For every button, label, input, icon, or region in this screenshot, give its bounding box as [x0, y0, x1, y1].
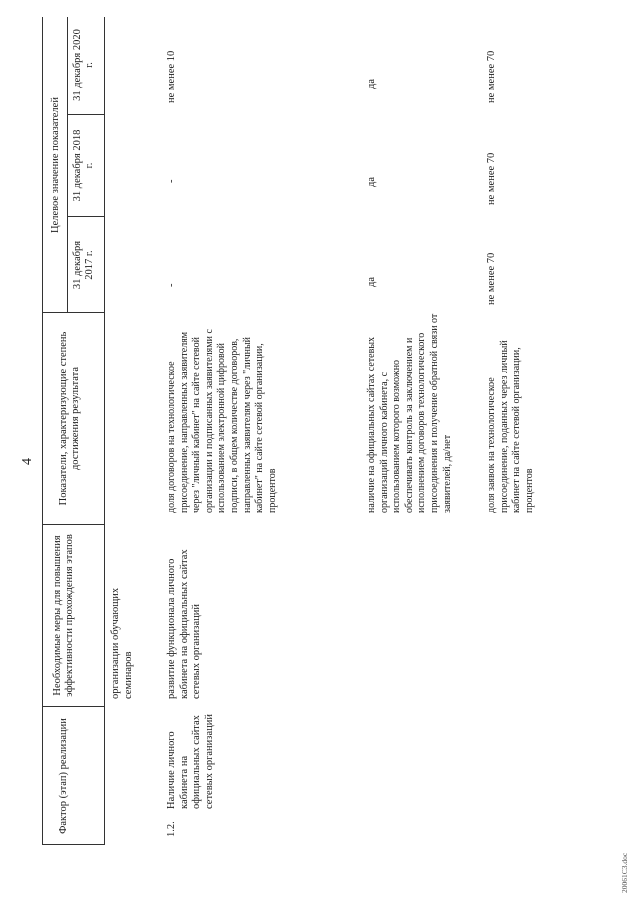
document-footer-code: 20061С3.doc	[620, 852, 629, 893]
page-number: 4	[20, 458, 35, 465]
indicator-2-2017: да	[366, 276, 377, 287]
col-divider-4	[67, 216, 104, 217]
col-divider-3	[42, 312, 104, 313]
indicator-1-2020: не менее 10	[166, 50, 177, 103]
indicator-2-2018: да	[366, 176, 377, 187]
header-date-2017: 31 декабря 2017 г.	[72, 240, 95, 290]
indicator-3-2018: не менее 70	[486, 152, 497, 205]
indicator-2-2020: да	[366, 78, 377, 89]
header-date-2020: 31 декабря 2020 г.	[72, 29, 95, 101]
carryover-measure: организации обучающих семинаров	[110, 587, 134, 699]
row-number: 1.2.	[166, 821, 177, 837]
target-group-underline	[67, 17, 68, 313]
indicator-1-text: доля договоров на технологическое присоединение, направленных заявителям через "личный кабинет" на сайте сетевой организации и подписанных заявителями с использованием электронной цифровой подписи, в общем количестве договоров, направленных заявителям через "личный кабинет" на сайте сетевой организации, процентов	[166, 329, 278, 513]
header-measures: Необходимые меры для повышения эффективности прохождения этапов	[52, 534, 75, 697]
col-divider-2	[42, 524, 104, 525]
header-factor: Фактор (этап) реализации	[58, 718, 69, 834]
col-divider-5	[67, 114, 104, 115]
indicator-3-2020: не менее 70	[486, 50, 497, 103]
indicator-2-text: наличие на официальных сайтах сетевых организаций личного кабинета, с использованием которого возможно обеспечивать контроль за заключением и исполнением договоров технологического присоединения и получение обратной связи от заявителей, да/нет	[366, 313, 453, 513]
indicator-3-text: доля заявок на технологическое присоединение, поданных через личный кабинет на сайте сетевой организации, процентов	[486, 340, 535, 513]
indicator-1-2017: -	[166, 283, 177, 287]
row-measure: развитие функционала личного кабинета на официальных сайтах сетевых организаций	[166, 549, 203, 699]
header-bottom-border	[104, 17, 105, 845]
col-divider-1	[42, 706, 104, 707]
header-indicators: Показатели, характеризующие степень достижения результата	[58, 331, 81, 506]
header-target-values: Целевое значение показателей	[50, 97, 61, 233]
col-divider-left	[42, 844, 104, 845]
indicator-3-2017: не менее 70	[486, 252, 497, 305]
indicator-1-2018: -	[166, 179, 177, 183]
header-date-2018: 31 декабря 2018 г.	[72, 129, 95, 202]
row-factor: Наличие личного кабинета на официальных сайтах сетевых организаций	[166, 714, 215, 809]
table-top-border	[42, 17, 43, 845]
